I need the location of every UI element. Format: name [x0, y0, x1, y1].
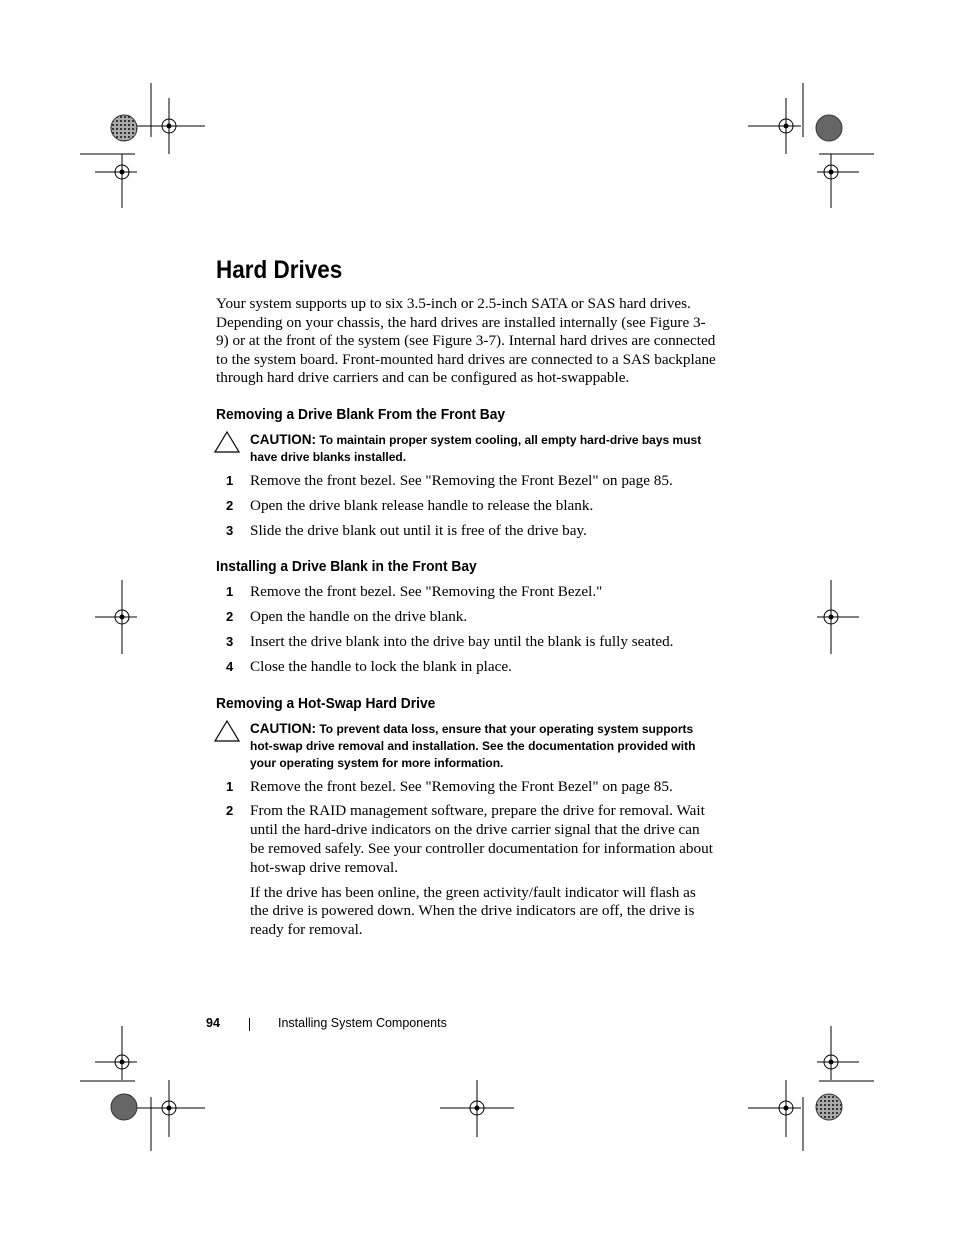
list-item	[216, 472, 716, 491]
steps-list	[216, 472, 716, 540]
list-item	[216, 633, 716, 652]
list-item	[216, 778, 716, 797]
section-heading-removing-blank: Removing a Drive Blank From the Front Bay	[216, 405, 506, 423]
step-text: Close the handle to lock the blank in place.	[250, 657, 512, 675]
step-number: 1	[226, 778, 234, 794]
list-item	[216, 583, 716, 602]
step-number: 3	[226, 522, 234, 538]
caution-text	[250, 431, 716, 466]
steps-list	[216, 778, 716, 940]
step-number: 3	[226, 633, 234, 649]
step-text: Remove the front bezel. See "Removing the Front Bezel" on page 85.	[250, 471, 673, 489]
section-heading-installing-blank: Installing a Drive Blank in the Front Bay	[216, 558, 477, 576]
step-note: If the drive has been online, the green activity/fault indicator will flash as the drive is powered down. When the drive indicators are off, the drive is ready for removal.	[250, 883, 696, 939]
step-text: Open the handle on the drive blank.	[250, 608, 468, 626]
footer-divider	[249, 1018, 250, 1031]
step-text: Slide the drive blank out until it is free of the drive bay.	[250, 521, 587, 539]
caution-note	[216, 720, 716, 772]
step-number: 1	[226, 472, 234, 488]
caution-body: To maintain proper system cooling, all empty hard-drive bays must have drive blanks installed.	[250, 432, 702, 464]
page-title: Hard Drives	[216, 256, 343, 284]
caution-label: CAUTION:	[250, 720, 316, 736]
list-item	[216, 608, 716, 627]
step-number: 2	[226, 803, 234, 819]
step-number: 2	[226, 497, 234, 513]
step-text: Insert the drive blank into the drive bay until the blank is fully seated.	[250, 632, 674, 650]
step-number: 1	[226, 584, 234, 600]
caution-note	[216, 431, 716, 466]
caution-icon	[214, 431, 240, 453]
step-number: 4	[226, 658, 234, 674]
caution-icon	[214, 720, 240, 742]
caution-body: To prevent data loss, ensure that your operating system supports hot-swap drive removal and installation. See the documentation provided with your operating system for more information.	[250, 721, 696, 770]
list-item	[216, 522, 716, 541]
intro-paragraph: Your system supports up to six 3.5-inch or 2.5-inch SATA or SAS hard drives. Depending on your chassis, the hard drives are installed internally (see Figure 3-9) or at the front of the system (see Figure 3-7). Internal hard drives are connected to the system board. Front-mounted hard drives are connected to a SAS backplane through hard drive carriers and can be configured as hot-swappable.	[216, 295, 716, 387]
caution-text	[250, 720, 716, 772]
step-text: Open the drive blank release handle to release the blank.	[250, 496, 594, 514]
section-heading-removing-hot-swap: Removing a Hot-Swap Hard Drive	[216, 694, 436, 712]
page-number: 94	[206, 1016, 220, 1030]
page-content	[216, 256, 716, 946]
list-item	[216, 497, 716, 516]
list-item	[216, 802, 716, 940]
step-number: 2	[226, 609, 234, 625]
step-text: Remove the front bezel. See "Removing the Front Bezel" on page 85.	[250, 777, 673, 795]
caution-label: CAUTION:	[250, 431, 316, 447]
steps-list	[216, 583, 716, 676]
step-text: From the RAID management software, prepare the drive for removal. Wait until the hard-drive indicators on the drive carrier signal that the drive can be removed safely. See your controller documentation for information about hot-swap drive removal.	[250, 802, 713, 876]
step-text: Remove the front bezel. See "Removing the Front Bezel."	[250, 583, 603, 601]
list-item	[216, 658, 716, 677]
footer-section-title: Installing System Components	[278, 1016, 447, 1030]
